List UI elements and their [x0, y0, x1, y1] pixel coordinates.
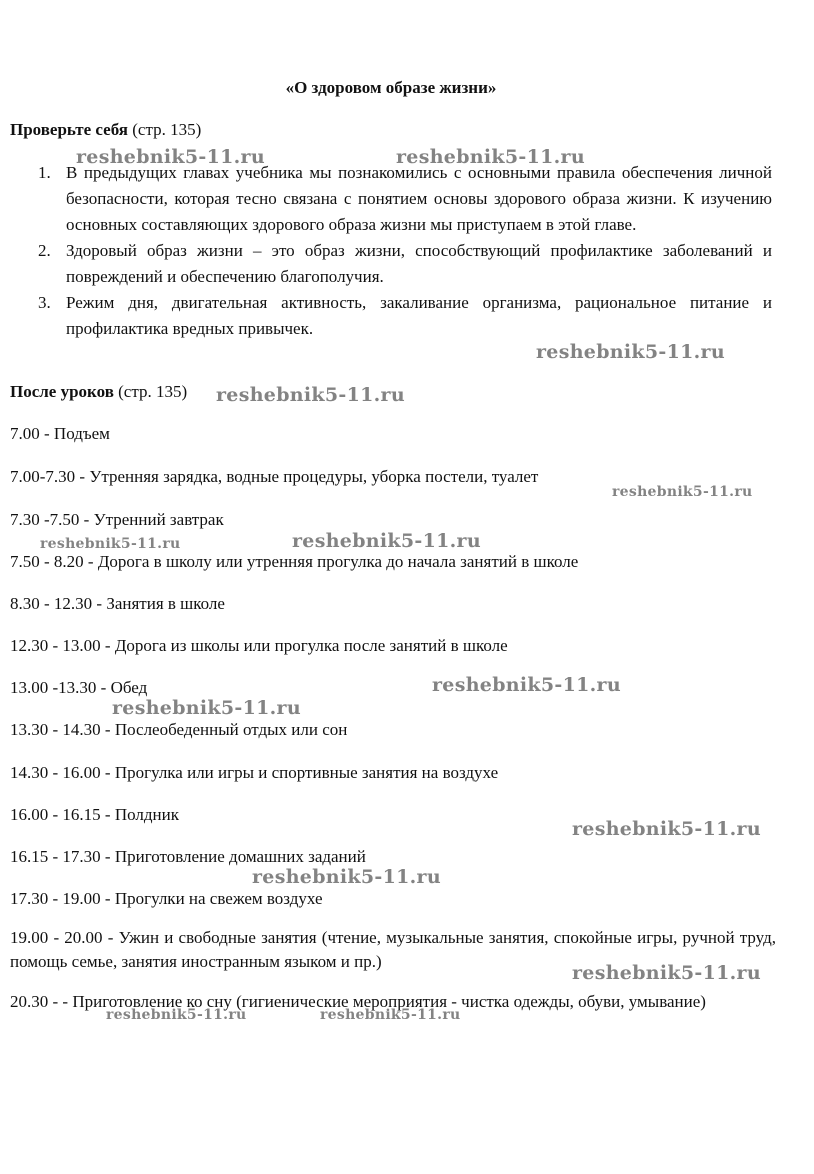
section-heading-after-label: После уроков — [10, 382, 114, 401]
schedule-row: 19.00 - 20.00 - Ужин и свободные занятия (чтение, музыкальные занятия, спокойные игры, ручной труд, помощь семье, занятия иностранным языком и пр.) — [10, 928, 776, 971]
schedule-row: 7.30 -7.50 - Утренний завтрак — [10, 510, 224, 529]
watermark-text: reshebnik5-11.ru — [432, 674, 621, 696]
watermark-text: reshebnik5-11.ru — [572, 962, 761, 984]
answer-number: 3. — [38, 293, 51, 312]
watermark-text: reshebnik5-11.ru — [76, 146, 265, 168]
watermark-text: reshebnik5-11.ru — [320, 1007, 461, 1023]
section-heading-check-note: (стр. 135) — [128, 120, 202, 139]
section-heading-after-note: (стр. 135) — [113, 382, 188, 401]
answer-item — [30, 238, 772, 290]
schedule-row: 7.00 - Подъем — [10, 424, 110, 443]
answer-text: Здоровый образ жизни – это образ жизни, способствующий профилактике заболеваний и повреждений и обеспечению благополучия. — [66, 241, 772, 286]
schedule-row: 13.30 - 14.30 - Послеобеденный отдых или сон — [10, 720, 348, 739]
watermark-text: reshebnik5-11.ru — [40, 536, 181, 552]
section-heading-check-label: Проверьте себя — [10, 120, 128, 139]
watermark-text: reshebnik5-11.ru — [536, 341, 725, 363]
schedule-row: 7.00-7.30 - Утренняя зарядка, водные процедуры, уборка постели, туалет — [10, 467, 539, 486]
watermark-text: reshebnik5-11.ru — [292, 530, 481, 552]
answer-text: Режим дня, двигательная активность, закаливание организма, рациональное питание и профилактика вредных привычек. — [66, 293, 772, 338]
answer-number: 2. — [38, 241, 51, 260]
answer-text: В предыдущих главах учебника мы познакомились с основными правила обеспечения личной безопасности, которая тесно связана с понятием основы здорового образа жизни. К изучению основных составляющих здорового образа жизни мы приступаем в этой главе. — [66, 163, 772, 234]
watermark-text: reshebnik5-11.ru — [112, 697, 301, 719]
watermark-text: reshebnik5-11.ru — [612, 484, 753, 500]
schedule-row: 20.30 - - Приготовление ко сну (гигиенические мероприятия - чистка одежды, обуви, умывание) — [10, 992, 706, 1011]
watermark-text: reshebnik5-11.ru — [396, 146, 585, 168]
answer-list — [30, 160, 772, 342]
answer-item — [30, 290, 772, 342]
schedule-row: 16.00 - 16.15 - Полдник — [10, 805, 179, 824]
document-title: «О здоровом образе жизни» — [285, 78, 497, 97]
schedule-row: 14.30 - 16.00 - Прогулка или игры и спортивные занятия на воздухе — [10, 763, 499, 782]
answer-number: 1. — [38, 163, 51, 182]
watermark-text: reshebnik5-11.ru — [252, 866, 441, 888]
schedule-row: 12.30 - 13.00 - Дорога из школы или прогулка после занятий в школе — [10, 636, 508, 655]
watermark-text: reshebnik5-11.ru — [216, 384, 405, 406]
schedule-row: 7.50 - 8.20 - Дорога в школу или утренняя прогулка до начала занятий в школе — [10, 552, 579, 571]
answer-item — [30, 160, 772, 238]
schedule-row: 8.30 - 12.30 - Занятия в школе — [10, 594, 225, 613]
watermark-text: reshebnik5-11.ru — [572, 818, 761, 840]
section-heading-check — [10, 120, 201, 140]
schedule-row: 17.30 - 19.00 - Прогулки на свежем воздухе — [10, 889, 323, 908]
schedule-row: 13.00 -13.30 - Обед — [10, 678, 148, 697]
section-heading-after — [10, 382, 187, 402]
watermark-text: reshebnik5-11.ru — [106, 1007, 247, 1023]
schedule-row: 16.15 - 17.30 - Приготовление домашних заданий — [10, 847, 366, 866]
